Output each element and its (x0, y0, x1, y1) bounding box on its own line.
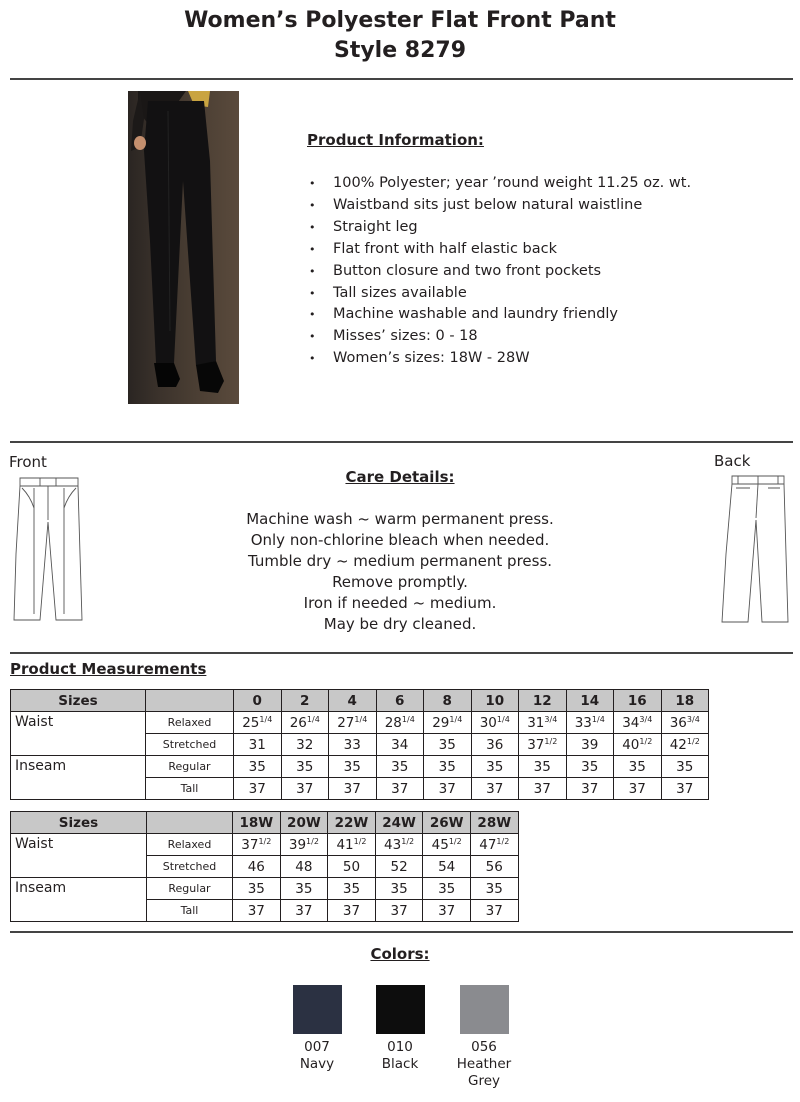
table-cell: 37 (234, 778, 282, 800)
size-header: 10 (471, 690, 519, 712)
divider (10, 441, 793, 443)
table-cell: 34 (376, 734, 424, 756)
color-code: 007 (304, 1039, 330, 1055)
table-cell: $41^{1/2}$ (328, 834, 376, 856)
table-cell: 35 (281, 756, 329, 778)
care-line: Iron if needed ~ medium. (303, 594, 497, 612)
page-title (0, 6, 800, 66)
table-row (11, 834, 519, 856)
size-header: 4 (329, 690, 377, 712)
colors-heading: Colors: (370, 945, 430, 963)
row-sub-label: Regular (146, 756, 234, 778)
table-cell: 37 (661, 778, 709, 800)
back-pant-sketch (718, 474, 792, 626)
care-line: Only non-chlorine bleach when needed. (250, 531, 550, 549)
table-cell: 35 (329, 756, 377, 778)
table-cell: $26^{1/4}$ (281, 712, 329, 734)
size-header: 26W (423, 812, 471, 834)
list-item: • Flat front with half elastic back (309, 240, 557, 257)
list-item: • Waistband sits just below natural waistline (309, 196, 643, 213)
size-header: 14 (566, 690, 614, 712)
list-item: • Tall sizes available (309, 284, 467, 301)
row-group-label: Waist (11, 712, 146, 756)
divider (10, 652, 793, 654)
table-cell: $28^{1/4}$ (376, 712, 424, 734)
list-item: • Women’s sizes: 18W - 28W (309, 350, 530, 367)
front-pant-sketch (12, 474, 86, 624)
table-cell: 35 (376, 756, 424, 778)
table-cell: 35 (661, 756, 709, 778)
table-cell: 37 (280, 900, 328, 922)
size-header: 24W (375, 812, 423, 834)
color-code: 010 (387, 1039, 413, 1055)
table-cell: 37 (566, 778, 614, 800)
table-cell: 37 (424, 778, 472, 800)
row-sub-label: Tall (147, 900, 233, 922)
table-cell: 35 (470, 878, 518, 900)
table-cell: 37 (614, 778, 662, 800)
color-swatch (376, 985, 425, 1034)
table-cell: 54 (423, 856, 471, 878)
table-cell: $37^{1/2}$ (233, 834, 281, 856)
table-cell: $37^{1/2}$ (519, 734, 567, 756)
list-item: • Button closure and two front pockets (309, 262, 602, 279)
row-group-label: Inseam (11, 756, 146, 800)
color-name: Heather Grey (456, 1056, 512, 1089)
table-cell: 37 (471, 778, 519, 800)
care-line: May be dry cleaned. (323, 615, 477, 633)
table-cell: 35 (234, 756, 282, 778)
table-cell: $40^{1/2}$ (614, 734, 662, 756)
table-cell: 37 (281, 778, 329, 800)
table-cell: $33^{1/4}$ (566, 712, 614, 734)
color-swatch-item (282, 985, 352, 1073)
row-group-label: Inseam (11, 878, 147, 922)
table-cell: $34^{3/4}$ (614, 712, 662, 734)
color-code: 056 (471, 1039, 497, 1055)
table-cell: $45^{1/2}$ (423, 834, 471, 856)
table-cell: 37 (375, 900, 423, 922)
row-sub-label: Relaxed (146, 712, 234, 734)
table-cell: 36 (471, 734, 519, 756)
table-cell: 52 (375, 856, 423, 878)
list-item: • Straight leg (309, 218, 418, 235)
list-item: • 100% Polyester; year ’round weight 11.25 oz. wt. (309, 175, 692, 191)
womens-size-table (10, 811, 519, 922)
table-cell: $36^{3/4}$ (661, 712, 709, 734)
color-name: Navy (299, 1056, 335, 1072)
back-label: Back (714, 452, 751, 470)
table-cell: 37 (423, 900, 471, 922)
table-cell: 35 (471, 756, 519, 778)
model-pants-illustration (128, 91, 239, 404)
table-header-row (11, 812, 519, 834)
table-row (11, 712, 709, 734)
table-header-row (11, 690, 709, 712)
table-cell: $30^{1/4}$ (471, 712, 519, 734)
size-header: 12 (519, 690, 567, 712)
row-group-label: Waist (11, 834, 147, 878)
table-cell: 37 (470, 900, 518, 922)
product-info-list (309, 173, 691, 370)
table-cell: 35 (375, 878, 423, 900)
table-cell: 56 (470, 856, 518, 878)
color-swatch (460, 985, 509, 1034)
table-cell: 35 (614, 756, 662, 778)
table-cell: $29^{1/4}$ (424, 712, 472, 734)
table-row (11, 878, 519, 900)
row-sub-label: Relaxed (147, 834, 233, 856)
table-cell: 35 (423, 878, 471, 900)
table-header-cell (146, 690, 234, 712)
table-cell: 37 (329, 778, 377, 800)
size-header: 18W (233, 812, 281, 834)
table-cell: $43^{1/2}$ (375, 834, 423, 856)
table-cell: 35 (566, 756, 614, 778)
table-cell: 35 (519, 756, 567, 778)
table-cell: 32 (281, 734, 329, 756)
table-cell: 35 (424, 756, 472, 778)
table-cell: 46 (233, 856, 281, 878)
row-sub-label: Stretched (147, 856, 233, 878)
size-header: 28W (470, 812, 518, 834)
product-photo (128, 91, 239, 404)
misses-size-table (10, 689, 709, 800)
table-cell: 35 (233, 878, 281, 900)
color-swatch-item (449, 985, 519, 1090)
sizes-header: Sizes (11, 812, 147, 834)
table-cell: 37 (328, 900, 376, 922)
divider (10, 78, 793, 80)
front-label: Front (9, 453, 47, 471)
size-header: 22W (328, 812, 376, 834)
table-cell: $47^{1/2}$ (470, 834, 518, 856)
table-cell: 35 (280, 878, 328, 900)
color-swatch-item (365, 985, 435, 1073)
care-line: Tumble dry ~ medium permanent press. (247, 552, 553, 570)
list-item: • Misses’ sizes: 0 - 18 (309, 328, 478, 345)
size-header: 8 (424, 690, 472, 712)
product-info-heading: Product Information: (307, 131, 484, 149)
product-measurements-heading: Product Measurements (10, 660, 207, 678)
title-line-1: Women’s Polyester Flat Front Pant (184, 8, 616, 33)
care-line: Machine wash ~ warm permanent press. (246, 510, 554, 528)
title-line-2: Style 8279 (333, 38, 467, 63)
color-name: Black (381, 1056, 419, 1072)
table-cell: 50 (328, 856, 376, 878)
divider (10, 931, 793, 933)
row-sub-label: Stretched (146, 734, 234, 756)
size-header: 6 (376, 690, 424, 712)
size-header: 20W (280, 812, 328, 834)
table-cell: 33 (329, 734, 377, 756)
size-header: 18 (661, 690, 709, 712)
table-cell: 37 (376, 778, 424, 800)
list-item: • Machine washable and laundry friendly (309, 306, 619, 323)
table-cell: 31 (234, 734, 282, 756)
table-cell: 35 (328, 878, 376, 900)
table-cell: $27^{1/4}$ (329, 712, 377, 734)
table-cell: $42^{1/2}$ (661, 734, 709, 756)
table-cell: 35 (424, 734, 472, 756)
row-sub-label: Tall (146, 778, 234, 800)
size-header: 2 (281, 690, 329, 712)
table-header-cell (147, 812, 233, 834)
table-cell: $25^{1/4}$ (234, 712, 282, 734)
table-cell: 37 (233, 900, 281, 922)
table-cell: 48 (280, 856, 328, 878)
table-row (11, 756, 709, 778)
care-instructions (200, 509, 600, 635)
table-cell: $39^{1/2}$ (280, 834, 328, 856)
size-header: 0 (234, 690, 282, 712)
color-swatch (293, 985, 342, 1034)
sizes-header: Sizes (11, 690, 146, 712)
care-details-heading: Care Details: (345, 468, 455, 486)
row-sub-label: Regular (147, 878, 233, 900)
table-cell: 37 (519, 778, 567, 800)
table-cell: $31^{3/4}$ (519, 712, 567, 734)
table-cell: 39 (566, 734, 614, 756)
size-header: 16 (614, 690, 662, 712)
care-line: Remove promptly. (332, 573, 468, 591)
